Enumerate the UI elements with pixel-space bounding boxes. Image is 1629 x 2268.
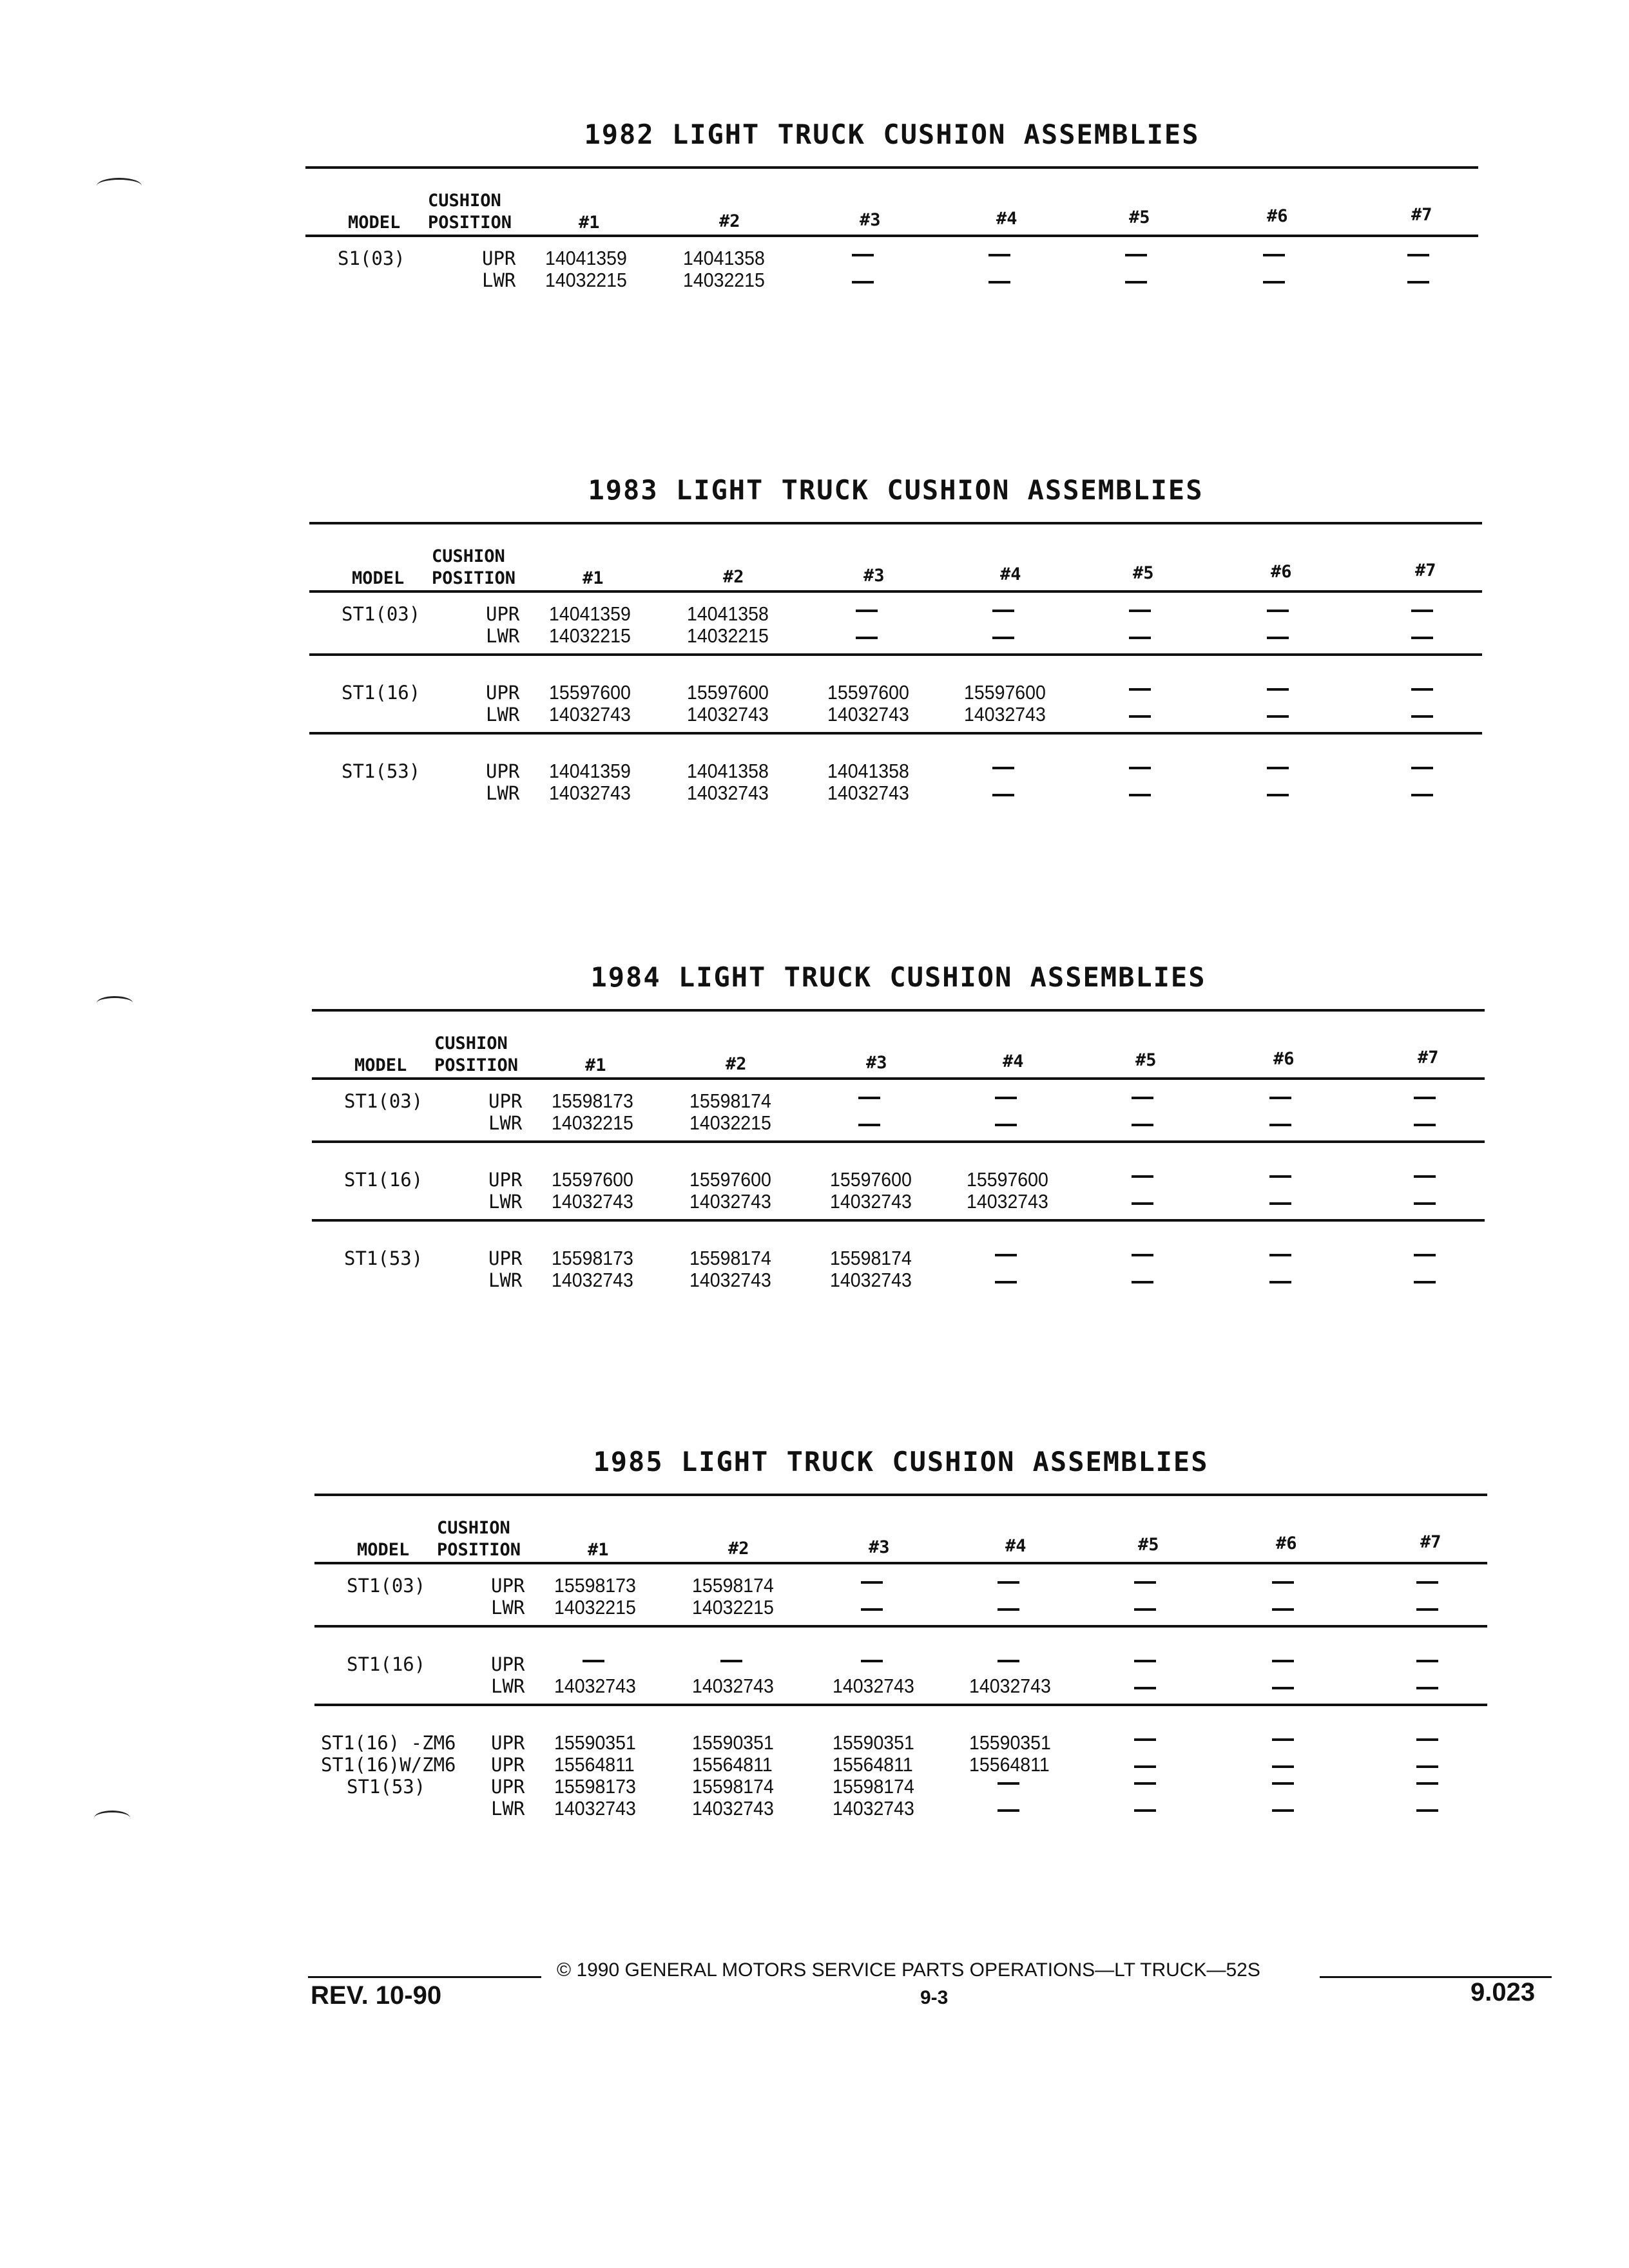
table-top-rule [312,1009,1485,1012]
part-number: 15598174 [830,1247,912,1269]
header-rule [314,1562,1487,1564]
part-number: 15597600 [967,1168,1048,1191]
section-title: 1983 LIGHT TRUCK CUSHION ASSEMBLIES [588,474,1204,506]
part-number: 14032743 [969,1675,1051,1697]
empty-dash [992,637,1014,639]
part-number: 14032215 [552,1111,633,1134]
header-model: MODEL [352,568,405,588]
empty-dash [1272,1608,1294,1611]
row-position: LWR [486,625,520,647]
empty-dash [856,610,878,612]
table-top-rule [309,522,1482,524]
row-position: LWR [482,269,516,291]
row-position: UPR [486,760,520,782]
part-number: 14032743 [549,703,631,726]
part-number: 14032743 [687,703,769,726]
part-number: 14032743 [827,703,909,726]
header-position: POSITION [432,568,516,588]
header-model: MODEL [354,1055,407,1075]
header-model: MODEL [357,1540,410,1560]
empty-dash [1416,1687,1438,1689]
header-col-6: #6 [1276,1533,1297,1553]
empty-dash [1267,637,1289,639]
header-col-3: #3 [863,566,885,586]
header-position: POSITION [428,213,512,233]
row-position: LWR [491,1675,525,1697]
row-model: ST1(16) [342,682,421,704]
part-number: 14032743 [554,1797,636,1820]
empty-dash [1134,1765,1156,1768]
empty-dash [995,1124,1017,1126]
header-cushion: CUSHION [437,1518,510,1538]
empty-dash [1407,281,1429,284]
part-number: 14032743 [692,1675,774,1697]
empty-dash [992,794,1014,796]
part-number: 14041358 [683,247,765,269]
empty-dash [1411,610,1433,612]
header-col-4: #4 [1003,1052,1024,1072]
empty-dash [856,637,878,639]
part-number: 15597600 [827,681,909,704]
empty-dash [1263,281,1285,284]
row-model: ST1(03) [342,603,421,625]
part-number: 15597600 [830,1168,912,1191]
part-number: 14032743 [552,1269,633,1291]
header-rule [305,235,1478,237]
empty-dash [998,1809,1019,1812]
header-col-5: #5 [1138,1535,1159,1555]
empty-dash [1267,688,1289,691]
row-model: ST1(53) [344,1247,423,1269]
group-rule [314,1625,1487,1628]
header-col-6: #6 [1271,562,1292,582]
part-number: 14041359 [549,760,631,782]
row-position: UPR [486,603,520,625]
group-rule [312,1140,1485,1143]
empty-dash [1129,715,1151,718]
empty-dash [1129,794,1151,796]
header-col-2: #2 [719,211,740,231]
empty-dash [1411,688,1433,691]
part-number: 15564811 [833,1753,913,1776]
scan-mark [94,1811,130,1825]
header-col-3: #3 [869,1537,890,1557]
header-col-6: #6 [1267,206,1288,226]
empty-dash [1414,1281,1436,1283]
header-cushion: CUSHION [432,546,505,566]
row-position: UPR [488,1169,523,1191]
empty-dash [1414,1124,1436,1126]
header-col-2: #2 [723,567,744,587]
empty-dash [1129,637,1151,639]
group-rule [312,1219,1485,1222]
row-position: UPR [488,1247,523,1269]
row-position: LWR [486,704,520,726]
part-number: 14032743 [833,1675,914,1697]
header-col-7: #7 [1418,1048,1439,1068]
part-number: 15590351 [554,1731,636,1754]
row-position: LWR [491,1597,525,1619]
section-title: 1985 LIGHT TRUCK CUSHION ASSEMBLIES [593,1446,1209,1477]
row-position: LWR [486,782,520,804]
empty-dash [1272,1660,1294,1662]
header-col-2: #2 [728,1539,749,1559]
part-number: 15598173 [554,1775,636,1798]
header-model: MODEL [348,213,401,233]
part-number: 15598173 [552,1247,633,1269]
row-model: ST1(16) [344,1169,423,1191]
empty-dash [861,1608,883,1611]
empty-dash [988,254,1010,256]
empty-dash [858,1097,880,1099]
empty-dash [998,1581,1019,1584]
empty-dash [1269,1254,1291,1256]
revision-label: REV. 10-90 [311,1981,442,2010]
part-number: 15564811 [692,1753,773,1776]
part-number: 14032743 [964,703,1046,726]
empty-dash [1269,1175,1291,1178]
empty-dash [1414,1202,1436,1205]
empty-dash [852,254,874,256]
empty-dash [1134,1660,1156,1662]
part-number: 14032215 [687,624,769,647]
part-number: 15597600 [689,1168,771,1191]
row-position: UPR [491,1575,525,1597]
part-number: 14032215 [692,1596,774,1619]
header-col-5: #5 [1135,1050,1157,1070]
empty-dash [1416,1782,1438,1785]
empty-dash [858,1124,880,1126]
header-col-1: #1 [579,213,600,233]
part-number: 14032743 [549,782,631,804]
empty-dash [1416,1765,1438,1768]
empty-dash [861,1660,883,1662]
empty-dash [1134,1581,1156,1584]
empty-dash [1134,1809,1156,1812]
header-col-4: #4 [1005,1536,1027,1556]
empty-dash [1272,1581,1294,1584]
empty-dash [1269,1124,1291,1126]
empty-dash [1416,1809,1438,1812]
group-rule [309,732,1482,735]
header-position: POSITION [437,1540,521,1560]
header-col-6: #6 [1273,1049,1295,1069]
part-number: 14032743 [692,1797,774,1820]
empty-dash [1129,767,1151,769]
part-number: 15564811 [969,1753,1050,1776]
part-number: 14032743 [830,1190,912,1213]
part-number: 14041359 [549,602,631,625]
empty-dash [1269,1281,1291,1283]
part-number: 15598174 [689,1090,771,1112]
part-number: 14032743 [827,782,909,804]
empty-dash [992,767,1014,769]
part-number: 14041358 [687,602,769,625]
header-col-5: #5 [1133,563,1154,583]
header-col-7: #7 [1420,1532,1441,1552]
empty-dash [1267,610,1289,612]
empty-dash [1411,715,1433,718]
header-col-4: #4 [996,209,1017,229]
row-position: UPR [491,1754,525,1776]
empty-dash [1411,767,1433,769]
empty-dash [1134,1687,1156,1689]
part-number: 15598174 [692,1775,774,1798]
empty-dash [1263,254,1285,256]
empty-dash [1134,1782,1156,1785]
part-number: 15590351 [969,1731,1051,1754]
empty-dash [1272,1809,1294,1812]
empty-dash [1132,1254,1153,1256]
part-number: 14032215 [683,269,765,291]
section-title: 1982 LIGHT TRUCK CUSHION ASSEMBLIES [584,119,1200,150]
empty-dash [1414,1097,1436,1099]
part-number: 14032743 [830,1269,912,1291]
part-number: 14032743 [689,1190,771,1213]
empty-dash [1125,281,1147,284]
part-number: 15590351 [692,1731,774,1754]
header-col-5: #5 [1129,207,1150,227]
empty-dash [1132,1281,1153,1283]
empty-dash [988,281,1010,284]
row-model: ST1(53) [342,760,421,782]
empty-dash [1132,1175,1153,1178]
part-number: 15598174 [689,1247,771,1269]
empty-dash [1267,794,1289,796]
part-number: 14032743 [552,1190,633,1213]
empty-dash [1416,1581,1438,1584]
empty-dash [583,1660,604,1662]
row-position: UPR [491,1776,525,1798]
page-number: 9-3 [920,1987,949,2008]
part-number: 14041358 [687,760,769,782]
empty-dash [1132,1097,1153,1099]
part-number: 15597600 [549,681,631,704]
row-model: ST1(03) [344,1090,423,1112]
copyright-line: © 1990 GENERAL MOTORS SERVICE PARTS OPERATIONS—LT TRUCK—52S [557,1959,1260,1981]
empty-dash [1129,610,1151,612]
header-col-3: #3 [866,1053,887,1073]
empty-dash [1272,1765,1294,1768]
scan-mark [97,178,142,194]
part-number: 14032743 [689,1269,771,1291]
part-number: 14032743 [554,1675,636,1697]
row-position: UPR [486,682,520,704]
row-position: LWR [488,1269,523,1291]
part-number: 14032743 [687,782,769,804]
footer-rule-left [308,1976,541,1978]
row-model: ST1(03) [347,1575,426,1597]
empty-dash [1132,1202,1153,1205]
empty-dash [998,1782,1019,1785]
header-col-4: #4 [1000,564,1021,584]
section-title: 1984 LIGHT TRUCK CUSHION ASSEMBLIES [590,961,1206,993]
header-col-3: #3 [860,210,881,230]
part-number: 14032215 [554,1596,636,1619]
header-col-7: #7 [1415,561,1436,581]
empty-dash [720,1660,742,1662]
row-model: S1(03) [338,247,405,269]
empty-dash [1267,767,1289,769]
empty-dash [1414,1175,1436,1178]
empty-dash [1416,1660,1438,1662]
empty-dash [1411,637,1433,639]
empty-dash [1267,715,1289,718]
row-position: LWR [491,1798,525,1820]
row-position: UPR [488,1090,523,1112]
empty-dash [1125,254,1147,256]
empty-dash [1269,1202,1291,1205]
part-number: 14032215 [545,269,627,291]
scan-mark [97,996,133,1010]
part-number: 14041358 [827,760,909,782]
empty-dash [861,1581,883,1584]
empty-dash [998,1660,1019,1662]
row-position: UPR [491,1653,525,1675]
empty-dash [998,1608,1019,1611]
row-model: ST1(16)W/ZM6 [321,1754,456,1776]
empty-dash [992,610,1014,612]
part-number: 14032743 [833,1797,914,1820]
empty-dash [1272,1687,1294,1689]
empty-dash [995,1097,1017,1099]
empty-dash [1272,1738,1294,1741]
header-col-1: #1 [588,1540,609,1560]
part-number: 15598173 [554,1574,636,1597]
row-position: LWR [488,1191,523,1213]
part-number: 14032215 [689,1111,771,1134]
part-number: 15598174 [833,1775,914,1798]
empty-dash [1134,1608,1156,1611]
empty-dash [1416,1738,1438,1741]
row-model: ST1(53) [347,1776,426,1798]
group-rule [314,1704,1487,1706]
empty-dash [852,281,874,284]
empty-dash [1272,1782,1294,1785]
header-rule [309,590,1482,593]
empty-dash [1134,1738,1156,1741]
document-number: 9.023 [1470,1978,1536,2006]
table-top-rule [305,166,1478,169]
part-number: 15597600 [964,681,1046,704]
header-cushion: CUSHION [428,191,501,211]
part-number: 14032215 [549,624,631,647]
empty-dash [995,1281,1017,1283]
empty-dash [1411,794,1433,796]
part-number: 14032743 [967,1190,1048,1213]
part-number: 15598173 [552,1090,633,1112]
empty-dash [995,1254,1017,1256]
part-number: 15564811 [554,1753,635,1776]
row-model: ST1(16) [347,1653,426,1675]
part-number: 15598174 [692,1574,774,1597]
header-col-2: #2 [726,1054,747,1074]
row-position: UPR [482,247,516,269]
part-number: 15597600 [687,681,769,704]
part-number: 14041359 [545,247,627,269]
empty-dash [1129,688,1151,691]
row-position: UPR [491,1732,525,1754]
part-number: 15590351 [833,1731,914,1754]
row-model: ST1(16) -ZM6 [321,1732,456,1754]
empty-dash [1414,1254,1436,1256]
header-cushion: CUSHION [434,1033,508,1053]
group-rule [309,653,1482,656]
header-col-7: #7 [1411,205,1432,225]
empty-dash [1416,1608,1438,1611]
empty-dash [1269,1097,1291,1099]
empty-dash [1407,254,1429,256]
part-number: 15597600 [552,1168,633,1191]
row-position: LWR [488,1112,523,1134]
header-rule [312,1077,1485,1080]
header-col-1: #1 [585,1055,606,1075]
empty-dash [1132,1124,1153,1126]
header-col-1: #1 [583,568,604,588]
table-top-rule [314,1494,1487,1496]
header-position: POSITION [434,1055,519,1075]
